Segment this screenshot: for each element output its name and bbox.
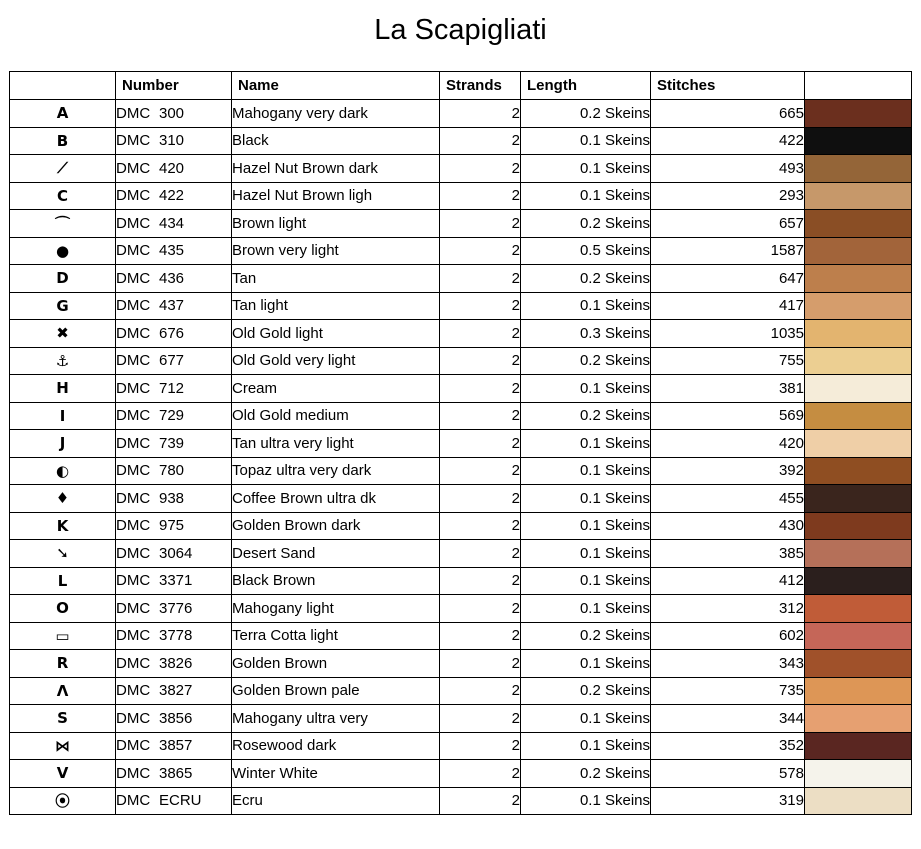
symbol-icon: D xyxy=(10,265,116,293)
symbol-icon: ⚓ xyxy=(10,347,116,375)
thread-name: Old Gold very light xyxy=(232,347,440,375)
color-swatch xyxy=(805,678,911,705)
thread-brand: DMC xyxy=(116,764,151,782)
strands-value: 2 xyxy=(440,430,521,458)
thread-name: Brown light xyxy=(232,210,440,238)
color-swatch-cell xyxy=(805,182,912,210)
symbol-icon: Λ xyxy=(10,677,116,705)
table-row xyxy=(10,595,912,623)
strands-value: 2 xyxy=(440,155,521,183)
strands-value: 2 xyxy=(440,375,521,403)
symbol-icon: ● xyxy=(10,237,116,265)
color-swatch-cell xyxy=(805,430,912,458)
thread-brand: DMC xyxy=(116,434,151,452)
thread-brand: DMC xyxy=(116,709,151,727)
thread-brand: DMC xyxy=(116,489,151,507)
thread-name: Desert Sand xyxy=(232,540,440,568)
symbol-icon: ⋈ xyxy=(10,732,116,760)
thread-number xyxy=(116,540,232,568)
stitches-value: 412 xyxy=(651,567,805,595)
length-value: 0.2 Skeins xyxy=(521,760,651,788)
symbol-icon: J xyxy=(10,430,116,458)
thread-code: 739 xyxy=(159,434,185,452)
strands-value: 2 xyxy=(440,347,521,375)
table-row xyxy=(10,402,912,430)
thread-code: 437 xyxy=(159,297,185,315)
thread-number xyxy=(116,430,232,458)
thread-number xyxy=(116,705,232,733)
stitches-value: 312 xyxy=(651,595,805,623)
thread-number xyxy=(116,567,232,595)
thread-brand: DMC xyxy=(116,407,151,425)
color-swatch xyxy=(805,348,911,375)
strands-value: 2 xyxy=(440,100,521,128)
table-row xyxy=(10,705,912,733)
symbol-icon: ➘ xyxy=(10,540,116,568)
table-row xyxy=(10,732,912,760)
symbol-icon: A xyxy=(10,100,116,128)
thread-number xyxy=(116,732,232,760)
thread-code: 3064 xyxy=(159,544,193,562)
length-value: 0.2 Skeins xyxy=(521,402,651,430)
stitches-value: 665 xyxy=(651,100,805,128)
thread-number xyxy=(116,622,232,650)
thread-name: Winter White xyxy=(232,760,440,788)
table-row xyxy=(10,430,912,458)
strands-value: 2 xyxy=(440,292,521,320)
strands-value: 2 xyxy=(440,320,521,348)
thread-number xyxy=(116,457,232,485)
thread-brand: DMC xyxy=(116,379,151,397)
thread-legend-table xyxy=(9,71,912,815)
color-swatch-cell xyxy=(805,705,912,733)
color-swatch xyxy=(805,650,911,677)
strands-value: 2 xyxy=(440,457,521,485)
header-color xyxy=(805,72,912,100)
thread-number xyxy=(116,265,232,293)
stitches-value: 602 xyxy=(651,622,805,650)
color-swatch-cell xyxy=(805,622,912,650)
thread-name: Tan light xyxy=(232,292,440,320)
stitches-value: 392 xyxy=(651,457,805,485)
length-value: 0.2 Skeins xyxy=(521,622,651,650)
stitches-value: 293 xyxy=(651,182,805,210)
strands-value: 2 xyxy=(440,237,521,265)
stitches-value: 755 xyxy=(651,347,805,375)
length-value: 0.1 Skeins xyxy=(521,155,651,183)
thread-brand: DMC xyxy=(116,517,151,535)
thread-code: 422 xyxy=(159,187,185,205)
table-row xyxy=(10,512,912,540)
thread-name: Tan xyxy=(232,265,440,293)
table-row xyxy=(10,567,912,595)
stitches-value: 319 xyxy=(651,787,805,815)
thread-number xyxy=(116,182,232,210)
thread-name: Old Gold light xyxy=(232,320,440,348)
stitches-value: 1587 xyxy=(651,237,805,265)
symbol-icon: L xyxy=(10,567,116,595)
header-strands: Strands xyxy=(440,72,521,100)
color-swatch xyxy=(805,458,911,485)
length-value: 0.1 Skeins xyxy=(521,292,651,320)
thread-number xyxy=(116,375,232,403)
length-value: 0.1 Skeins xyxy=(521,127,651,155)
color-swatch-cell xyxy=(805,127,912,155)
color-swatch xyxy=(805,513,911,540)
length-value: 0.2 Skeins xyxy=(521,210,651,238)
stitches-value: 455 xyxy=(651,485,805,513)
thread-number xyxy=(116,485,232,513)
length-value: 0.2 Skeins xyxy=(521,347,651,375)
color-swatch xyxy=(805,760,911,787)
color-swatch-cell xyxy=(805,732,912,760)
color-swatch-cell xyxy=(805,457,912,485)
thread-brand: DMC xyxy=(116,187,151,205)
thread-number xyxy=(116,347,232,375)
table-row xyxy=(10,182,912,210)
thread-name: Mahogany light xyxy=(232,595,440,623)
thread-number xyxy=(116,127,232,155)
stitches-value: 352 xyxy=(651,732,805,760)
thread-number xyxy=(116,237,232,265)
thread-number xyxy=(116,650,232,678)
strands-value: 2 xyxy=(440,127,521,155)
color-swatch xyxy=(805,128,911,155)
color-swatch-cell xyxy=(805,650,912,678)
thread-number xyxy=(116,292,232,320)
table-row xyxy=(10,292,912,320)
thread-name: Mahogany ultra very xyxy=(232,705,440,733)
strands-value: 2 xyxy=(440,210,521,238)
stitches-value: 430 xyxy=(651,512,805,540)
strands-value: 2 xyxy=(440,622,521,650)
length-value: 0.1 Skeins xyxy=(521,375,651,403)
thread-name: Golden Brown dark xyxy=(232,512,440,540)
symbol-icon: C xyxy=(10,182,116,210)
length-value: 0.1 Skeins xyxy=(521,540,651,568)
stitches-value: 381 xyxy=(651,375,805,403)
color-swatch xyxy=(805,265,911,292)
symbol-icon: ✖ xyxy=(10,320,116,348)
stitches-value: 569 xyxy=(651,402,805,430)
thread-brand: DMC xyxy=(116,737,151,755)
color-swatch-cell xyxy=(805,485,912,513)
stitches-value: 657 xyxy=(651,210,805,238)
thread-brand: DMC xyxy=(116,792,151,810)
color-swatch xyxy=(805,540,911,567)
thread-name: Golden Brown pale xyxy=(232,677,440,705)
thread-number xyxy=(116,210,232,238)
symbol-icon: O xyxy=(10,595,116,623)
thread-number xyxy=(116,100,232,128)
color-swatch xyxy=(805,595,911,622)
thread-name: Black Brown xyxy=(232,567,440,595)
symbol-icon: ⟋ xyxy=(10,155,116,183)
thread-code: 420 xyxy=(159,159,185,177)
stitches-value: 344 xyxy=(651,705,805,733)
strands-value: 2 xyxy=(440,402,521,430)
symbol-icon: B xyxy=(10,127,116,155)
table-row xyxy=(10,650,912,678)
color-swatch xyxy=(805,705,911,732)
thread-brand: DMC xyxy=(116,132,151,150)
stitches-value: 420 xyxy=(651,430,805,458)
thread-code: 310 xyxy=(159,132,185,150)
length-value: 0.1 Skeins xyxy=(521,430,651,458)
color-swatch xyxy=(805,788,911,815)
stitches-value: 1035 xyxy=(651,320,805,348)
table-row xyxy=(10,347,912,375)
thread-brand: DMC xyxy=(116,242,151,260)
symbol-icon: ⌒ xyxy=(10,210,116,238)
length-value: 0.1 Skeins xyxy=(521,732,651,760)
thread-brand: DMC xyxy=(116,654,151,672)
length-value: 0.1 Skeins xyxy=(521,787,651,815)
strands-value: 2 xyxy=(440,650,521,678)
table-row xyxy=(10,237,912,265)
thread-name: Brown very light xyxy=(232,237,440,265)
table-row xyxy=(10,760,912,788)
symbol-icon: ◐ xyxy=(10,457,116,485)
table-row xyxy=(10,622,912,650)
header-name: Name xyxy=(232,72,440,100)
table-row xyxy=(10,155,912,183)
thread-name: Cream xyxy=(232,375,440,403)
strands-value: 2 xyxy=(440,732,521,760)
thread-code: 3856 xyxy=(159,709,193,727)
color-swatch-cell xyxy=(805,567,912,595)
thread-code: 975 xyxy=(159,517,185,535)
thread-code: 3371 xyxy=(159,572,193,590)
table-row xyxy=(10,375,912,403)
thread-code: 3776 xyxy=(159,599,193,617)
strands-value: 2 xyxy=(440,512,521,540)
length-value: 0.2 Skeins xyxy=(521,677,651,705)
symbol-icon: G xyxy=(10,292,116,320)
color-swatch-cell xyxy=(805,402,912,430)
length-value: 0.1 Skeins xyxy=(521,567,651,595)
color-swatch-cell xyxy=(805,292,912,320)
color-swatch xyxy=(805,623,911,650)
thread-name: Mahogany very dark xyxy=(232,100,440,128)
thread-brand: DMC xyxy=(116,599,151,617)
color-swatch xyxy=(805,238,911,265)
thread-number xyxy=(116,677,232,705)
color-swatch xyxy=(805,210,911,237)
table-row xyxy=(10,127,912,155)
strands-value: 2 xyxy=(440,567,521,595)
length-value: 0.2 Skeins xyxy=(521,265,651,293)
thread-code: 3778 xyxy=(159,627,193,645)
thread-name: Topaz ultra very dark xyxy=(232,457,440,485)
table-row xyxy=(10,210,912,238)
table-row xyxy=(10,100,912,128)
stitches-value: 493 xyxy=(651,155,805,183)
thread-number xyxy=(116,155,232,183)
color-swatch xyxy=(805,403,911,430)
stitches-value: 385 xyxy=(651,540,805,568)
thread-code: 3827 xyxy=(159,682,193,700)
thread-number xyxy=(116,787,232,815)
thread-name: Terra Cotta light xyxy=(232,622,440,650)
thread-brand: DMC xyxy=(116,572,151,590)
length-value: 0.1 Skeins xyxy=(521,485,651,513)
symbol-icon: K xyxy=(10,512,116,540)
color-swatch xyxy=(805,430,911,457)
color-swatch-cell xyxy=(805,787,912,815)
symbol-icon: H xyxy=(10,375,116,403)
thread-code: 3865 xyxy=(159,764,193,782)
header-stitches: Stitches xyxy=(651,72,805,100)
length-value: 0.1 Skeins xyxy=(521,595,651,623)
thread-brand: DMC xyxy=(116,269,151,287)
stitches-value: 647 xyxy=(651,265,805,293)
thread-name: Ecru xyxy=(232,787,440,815)
symbol-icon: ♦ xyxy=(10,485,116,513)
header-length: Length xyxy=(521,72,651,100)
color-swatch xyxy=(805,183,911,210)
stitches-value: 422 xyxy=(651,127,805,155)
color-swatch-cell xyxy=(805,265,912,293)
thread-brand: DMC xyxy=(116,104,151,122)
page-title: La Scapigliati xyxy=(374,14,547,46)
thread-code: 729 xyxy=(159,407,185,425)
thread-code: ECRU xyxy=(159,792,202,810)
thread-brand: DMC xyxy=(116,159,151,177)
thread-name: Rosewood dark xyxy=(232,732,440,760)
color-swatch-cell xyxy=(805,760,912,788)
color-swatch xyxy=(805,155,911,182)
symbol-icon: R xyxy=(10,650,116,678)
thread-number xyxy=(116,512,232,540)
color-swatch xyxy=(805,568,911,595)
thread-name: Hazel Nut Brown ligh xyxy=(232,182,440,210)
thread-code: 436 xyxy=(159,269,185,287)
thread-code: 3826 xyxy=(159,654,193,672)
length-value: 0.5 Skeins xyxy=(521,237,651,265)
symbol-icon: ▭ xyxy=(10,622,116,650)
thread-brand: DMC xyxy=(116,544,151,562)
symbol-icon: ⦿ xyxy=(10,787,116,815)
symbol-icon: S xyxy=(10,705,116,733)
color-swatch-cell xyxy=(805,595,912,623)
table-row xyxy=(10,265,912,293)
thread-name: Old Gold medium xyxy=(232,402,440,430)
thread-code: 3857 xyxy=(159,737,193,755)
thread-brand: DMC xyxy=(116,462,151,480)
length-value: 0.1 Skeins xyxy=(521,705,651,733)
thread-brand: DMC xyxy=(116,214,151,232)
table-row xyxy=(10,787,912,815)
length-value: 0.1 Skeins xyxy=(521,512,651,540)
strands-value: 2 xyxy=(440,265,521,293)
color-swatch xyxy=(805,733,911,760)
length-value: 0.1 Skeins xyxy=(521,457,651,485)
thread-code: 300 xyxy=(159,104,185,122)
thread-name: Golden Brown xyxy=(232,650,440,678)
table-row xyxy=(10,457,912,485)
thread-brand: DMC xyxy=(116,682,151,700)
stitches-value: 417 xyxy=(651,292,805,320)
thread-code: 780 xyxy=(159,462,185,480)
color-swatch xyxy=(805,100,911,127)
strands-value: 2 xyxy=(440,760,521,788)
table-row xyxy=(10,320,912,348)
color-swatch-cell xyxy=(805,512,912,540)
color-swatch xyxy=(805,375,911,402)
stitches-value: 578 xyxy=(651,760,805,788)
thread-brand: DMC xyxy=(116,297,151,315)
strands-value: 2 xyxy=(440,485,521,513)
stitches-value: 735 xyxy=(651,677,805,705)
symbol-icon: I xyxy=(10,402,116,430)
color-swatch-cell xyxy=(805,320,912,348)
thread-code: 435 xyxy=(159,242,185,260)
thread-name: Coffee Brown ultra dk xyxy=(232,485,440,513)
header-row xyxy=(10,72,912,100)
color-swatch-cell xyxy=(805,210,912,238)
strands-value: 2 xyxy=(440,677,521,705)
thread-brand: DMC xyxy=(116,627,151,645)
strands-value: 2 xyxy=(440,540,521,568)
strands-value: 2 xyxy=(440,182,521,210)
length-value: 0.1 Skeins xyxy=(521,182,651,210)
strands-value: 2 xyxy=(440,595,521,623)
thread-code: 712 xyxy=(159,379,185,397)
header-symbol xyxy=(10,72,116,100)
color-swatch-cell xyxy=(805,540,912,568)
color-swatch xyxy=(805,485,911,512)
header-number: Number xyxy=(116,72,232,100)
thread-brand: DMC xyxy=(116,352,151,370)
strands-value: 2 xyxy=(440,787,521,815)
length-value: 0.2 Skeins xyxy=(521,100,651,128)
symbol-icon: V xyxy=(10,760,116,788)
strands-value: 2 xyxy=(440,705,521,733)
thread-code: 676 xyxy=(159,324,185,342)
thread-name: Tan ultra very light xyxy=(232,430,440,458)
color-swatch-cell xyxy=(805,347,912,375)
thread-code: 434 xyxy=(159,214,185,232)
table-row xyxy=(10,677,912,705)
color-swatch-cell xyxy=(805,375,912,403)
color-swatch-cell xyxy=(805,677,912,705)
color-swatch-cell xyxy=(805,155,912,183)
thread-code: 677 xyxy=(159,352,185,370)
color-swatch xyxy=(805,320,911,347)
length-value: 0.3 Skeins xyxy=(521,320,651,348)
table-row xyxy=(10,540,912,568)
color-swatch-cell xyxy=(805,100,912,128)
thread-brand: DMC xyxy=(116,324,151,342)
table-row xyxy=(10,485,912,513)
thread-number xyxy=(116,402,232,430)
color-swatch-cell xyxy=(805,237,912,265)
thread-name: Hazel Nut Brown dark xyxy=(232,155,440,183)
length-value: 0.1 Skeins xyxy=(521,650,651,678)
thread-name: Black xyxy=(232,127,440,155)
thread-code: 938 xyxy=(159,489,185,507)
thread-number xyxy=(116,595,232,623)
stitches-value: 343 xyxy=(651,650,805,678)
thread-number xyxy=(116,320,232,348)
thread-number xyxy=(116,760,232,788)
color-swatch xyxy=(805,293,911,320)
